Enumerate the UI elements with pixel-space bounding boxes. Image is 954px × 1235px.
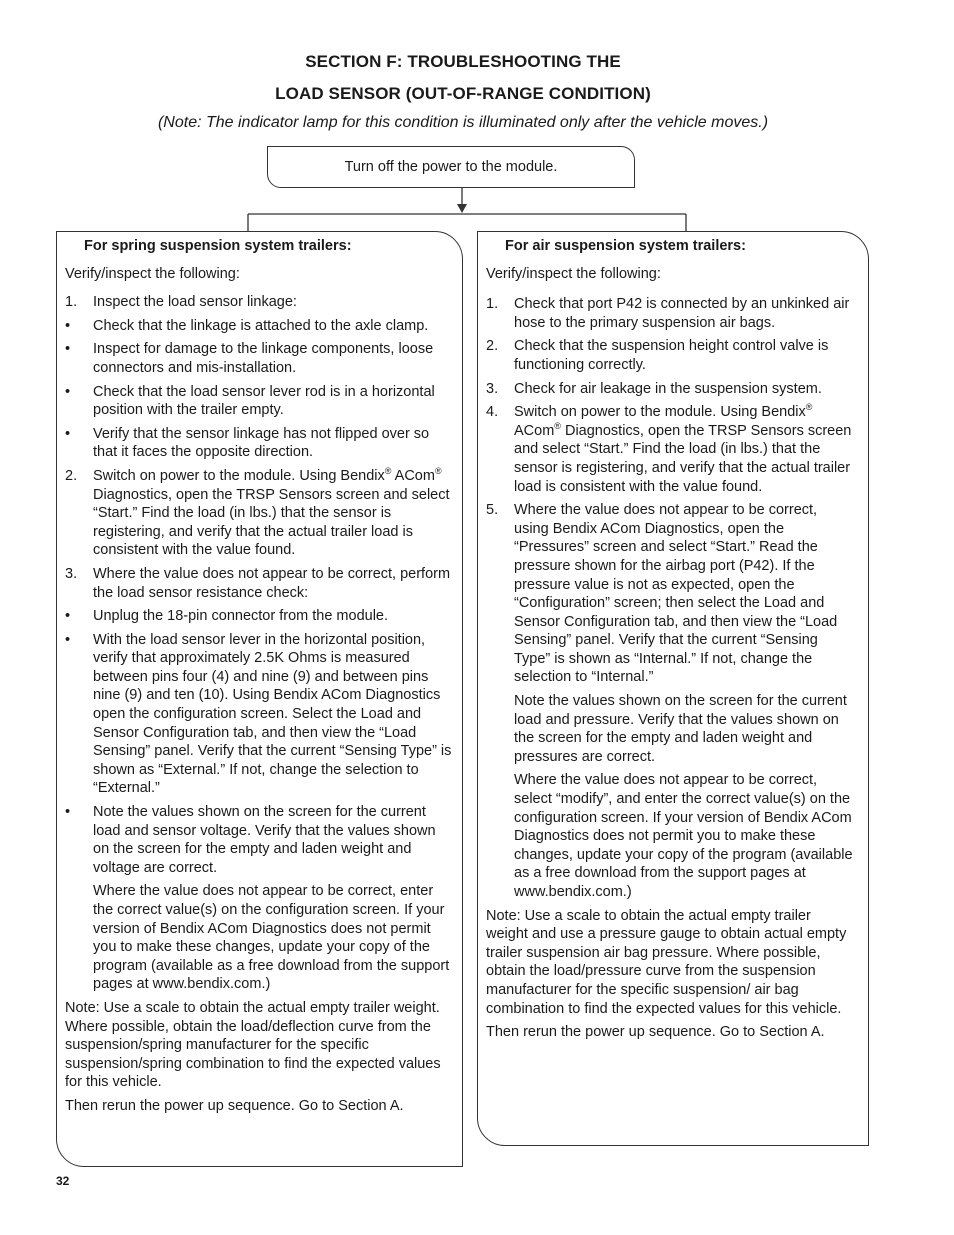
- registered-mark: ®: [434, 466, 442, 477]
- step-text: Check that port P42 is connected by an unkinked air hose to the primary suspension air bags.: [514, 296, 850, 331]
- bullet-text: Unplug the 18-pin connector from the module.: [93, 608, 389, 625]
- bullet: •: [65, 341, 71, 358]
- spring-bullet-2: [65, 340, 452, 377]
- text-part: Switch on power to the module. Using Bendix: [93, 467, 385, 484]
- bullet-text: Note the values shown on the screen for the current load and sensor voltage. Verify that the values shown on the screen for the empty and laden weight and voltage are correct.: [93, 804, 436, 876]
- bullet: •: [65, 383, 71, 400]
- registered-mark: ®: [384, 466, 392, 477]
- air-intro: Verify/inspect the following:: [486, 265, 661, 282]
- bullet-text: Check that the linkage is attached to the axle clamp.: [93, 317, 429, 334]
- spring-step-3: [65, 565, 452, 602]
- air-step-2: [486, 337, 854, 374]
- air-step-1: [486, 295, 854, 332]
- step-number: 1.: [486, 296, 499, 313]
- top-step-text: Turn off the power to the module.: [344, 159, 558, 175]
- step-number: 1.: [65, 294, 78, 311]
- bullet: •: [65, 804, 71, 821]
- page-number: 32: [56, 1174, 70, 1188]
- air-step-3: [486, 380, 854, 399]
- bullet: •: [65, 317, 71, 334]
- step-number: 5.: [486, 502, 499, 519]
- section-title-line1: SECTION F: TROUBLESHOOTING THE: [305, 52, 621, 71]
- air-suspension-panel: [477, 231, 869, 1146]
- spring-bullet-3: [65, 383, 452, 420]
- spring-bullet-5: [65, 607, 452, 626]
- air-continuation-1: Note the values shown on the screen for the current load and pressure. Verify that the values shown on the screen for the empty and laden weight and pressures are correct.: [514, 693, 847, 765]
- air-step-5: [486, 501, 854, 687]
- air-heading: For air suspension system trailers:: [505, 238, 746, 254]
- indicator-note: (Note: The indicator lamp for this condition is illuminated only after the vehicle moves.): [157, 114, 769, 131]
- text-part: Diagnostics, open the TRSP Sensors screen and select “Start.” Find the load (in lbs.) that the sensor is registering, and verify that the actual trailer load is consistent with the value found.: [93, 486, 450, 559]
- step-number: 3.: [65, 565, 78, 582]
- step-text: Inspect the load sensor linkage:: [93, 294, 297, 311]
- spring-heading: For spring suspension system trailers:: [84, 238, 352, 254]
- flow-connector: [0, 0, 954, 240]
- step-number: 4.: [486, 404, 499, 421]
- spring-bullet-6: [65, 631, 452, 798]
- air-continuation-2: Where the value does not appear to be correct, select “modify”, and enter the correct value(s) on the configuration screen. If your version of Bendix ACom Diagnostics does not permit you to make these changes, update your copy of the program (available as a free download from the support pages at www.bendix.com.): [514, 772, 853, 900]
- text-part: Diagnostics, open the TRSP Sensors screen and select “Start.” Find the load (in lbs.) that the sensor is registering, and verify that the actual trailer load is consistent with the value found.: [514, 422, 852, 495]
- registered-mark: ®: [805, 402, 813, 413]
- bullet-text: Inspect for damage to the linkage components, loose connectors and mis-installation.: [93, 341, 434, 376]
- bullet: •: [65, 425, 71, 442]
- text-part: ACom: [391, 467, 435, 484]
- step-number: 2.: [65, 467, 78, 484]
- text-part: Switch on power to the module. Using Bendix: [514, 404, 806, 421]
- step-number: 2.: [486, 338, 499, 355]
- step-text: Where the value does not appear to be correct, perform the load sensor resistance check:: [93, 565, 451, 601]
- registered-mark: ®: [554, 420, 561, 431]
- spring-suspension-panel: [56, 231, 463, 1167]
- bullet-text: Verify that the sensor linkage has not flipped over so that it faces the opposite direction.: [93, 425, 430, 461]
- spring-step-1: [65, 293, 452, 312]
- bullet-text: Check that the load sensor lever rod is in a horizontal position with the trailer empty.: [93, 383, 435, 419]
- step-text: [93, 467, 452, 560]
- spring-bullet-7: [65, 803, 452, 877]
- spring-bullet-1: [65, 317, 452, 336]
- bullet: •: [65, 631, 71, 648]
- spring-rerun: Then rerun the power up sequence. Go to Section A.: [65, 1097, 404, 1114]
- spring-bullet-4: [65, 425, 452, 462]
- bullet-text: With the load sensor lever in the horizontal position, verify that approximately 2.5K Ohms is measured between pins four (4) and nine (9) and between pins nine (9) and ten (10). Using Bendix ACom Diagnostics open the configuration screen. Select the Load and Sensor Configuration tab, and then view the “Load Sensing” panel. Verify that the current “Sensing Type” is shown as “External.” If not, change the selection to “External.”: [93, 631, 452, 797]
- bullet: •: [65, 608, 71, 625]
- connector-arrowhead: [457, 204, 467, 213]
- step-text: Check for air leakage in the suspension system.: [514, 380, 822, 397]
- spring-step-2: [65, 467, 452, 560]
- step-text: [514, 403, 854, 496]
- step-number: 3.: [486, 380, 499, 397]
- step-text: Check that the suspension height control valve is functioning correctly.: [514, 338, 829, 373]
- spring-note: Note: Use a scale to obtain the actual empty trailer weight. Where possible, obtain the load/deflection curve from the suspension/spring manufacturer for the specific suspension/spring combination to find the expected values for this vehicle.: [65, 999, 441, 1091]
- spring-intro: Verify/inspect the following:: [65, 265, 240, 282]
- step-text: Where the value does not appear to be correct, using Bendix ACom Diagnostics, open the “Pressures” screen and select “Start.” Read the pressure shown for the airbag port (P42). If the pressure value is not as expected, open the “Configuration” screen; then select the Load and Sensor Configuration tab, and then view the “Load Sensing” panel. Verify that the current “Sensing Type” is shown as “Internal.” If not, change the selection to “Internal.”: [514, 502, 838, 686]
- spring-continuation: Where the value does not appear to be correct, enter the correct value(s) on the configuration screen. If your version of Bendix ACom Diagnostics does not permit you to make these changes, update your copy of the program (available as a free download from the support pages at www.bendix.com.): [93, 883, 450, 993]
- section-title-line2: LOAD SENSOR (OUT-OF-RANGE CONDITION): [275, 84, 651, 103]
- air-rerun: Then rerun the power up sequence. Go to Section A.: [486, 1024, 825, 1041]
- air-note: Note: Use a scale to obtain the actual empty trailer weight and use a pressure gauge to obtain actual empty trailer suspension air bag pressure. Where possible, obtain the load/pressure curve from the suspension manufacturer for the specific suspension/ air bag combination to find the expected values for this vehicle.: [486, 907, 847, 1017]
- text-part: ACom: [514, 422, 555, 439]
- air-step-4: [486, 403, 854, 496]
